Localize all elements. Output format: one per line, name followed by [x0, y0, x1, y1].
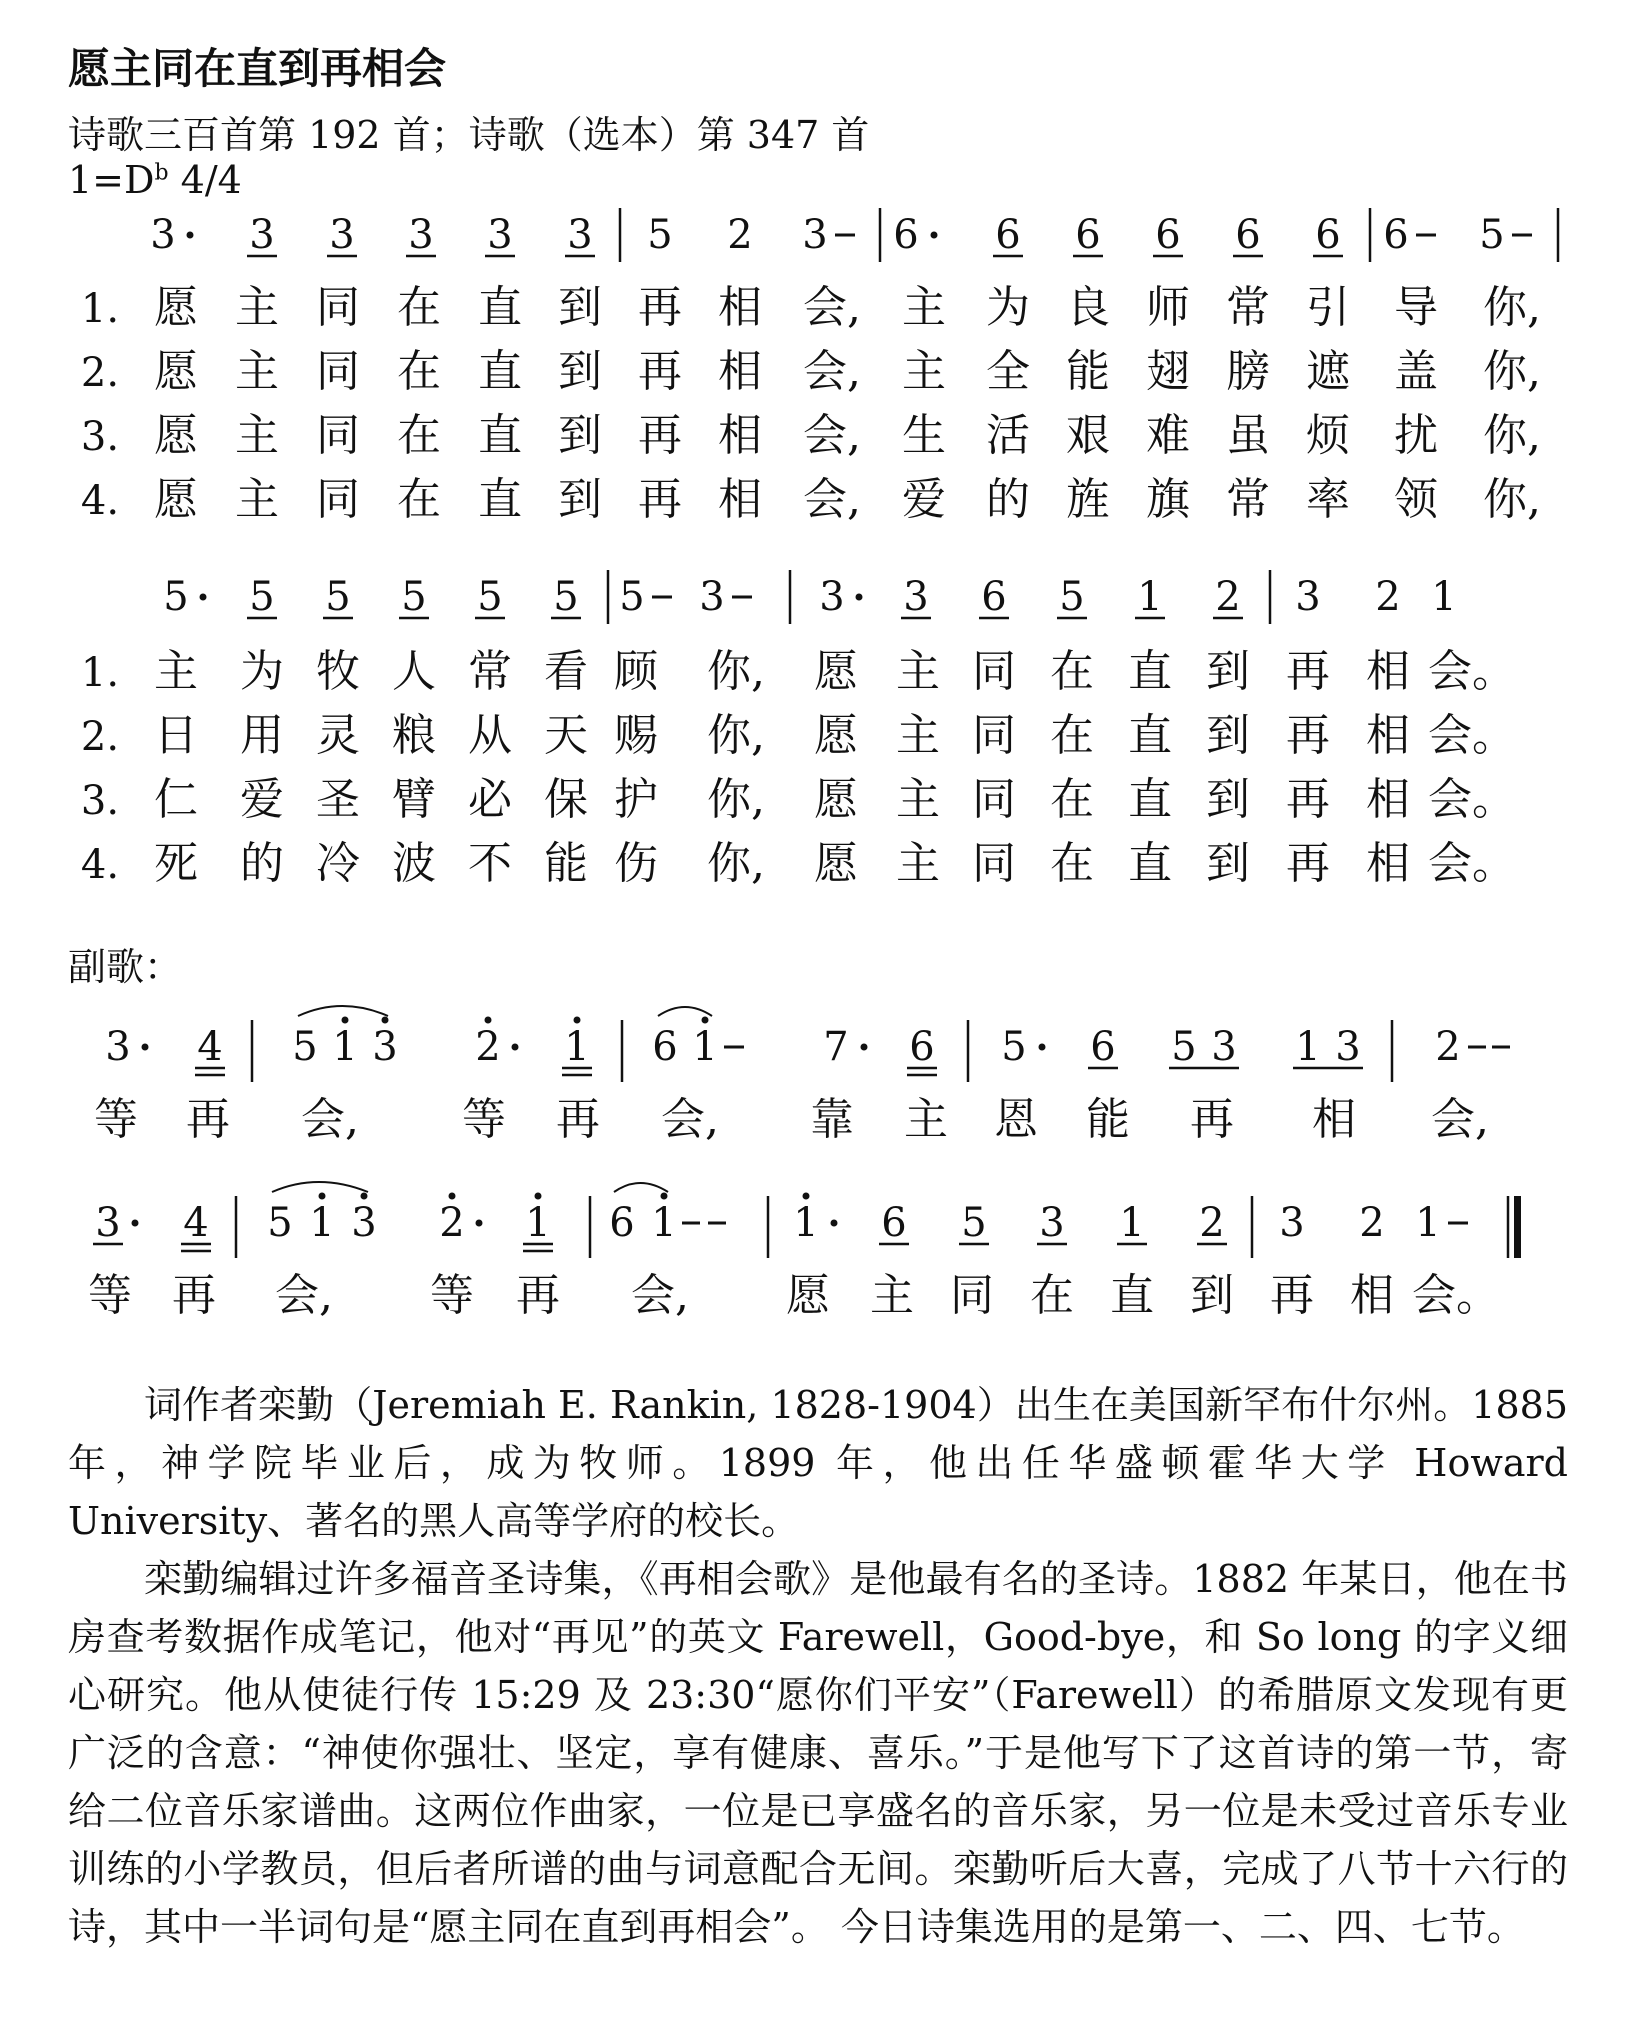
- lyric: 赐: [614, 710, 658, 761]
- lyric: 旌: [1066, 474, 1110, 525]
- lyric: 保: [544, 774, 588, 825]
- lyric: 等: [462, 1094, 506, 1145]
- note: 5: [477, 574, 503, 620]
- lyric: 愿: [786, 1270, 830, 1321]
- lyric: 能: [1066, 346, 1110, 397]
- note: 1: [332, 1024, 358, 1070]
- lyric: 愿: [814, 646, 858, 697]
- high-dot: [661, 1193, 668, 1200]
- lyric: 再: [172, 1270, 216, 1321]
- lyric: 全: [986, 346, 1030, 397]
- high-dot: [342, 1017, 349, 1024]
- lyric: 同: [316, 410, 360, 461]
- lyric: 为: [986, 282, 1030, 333]
- slur: [614, 1183, 668, 1192]
- lyric: 同: [316, 282, 360, 333]
- note: 3: [567, 212, 593, 258]
- lyric: 再: [638, 474, 682, 525]
- lyric: 你,: [707, 646, 765, 697]
- lyric: 再: [638, 346, 682, 397]
- lyric: 同: [950, 1270, 994, 1321]
- lyric: 主: [896, 710, 940, 761]
- lyric: 同: [316, 474, 360, 525]
- note: 5: [1001, 1024, 1027, 1070]
- lyric: 相: [718, 410, 762, 461]
- lyric: 再: [1286, 710, 1330, 761]
- note: 2: [1199, 1200, 1225, 1246]
- lyric: 烦: [1306, 410, 1350, 461]
- note: 3: [408, 212, 434, 258]
- note: 7: [823, 1024, 849, 1070]
- lyric: 同: [316, 346, 360, 397]
- note: 3: [1211, 1024, 1237, 1070]
- lyric: 主: [896, 774, 940, 825]
- lyric: 扰: [1394, 410, 1438, 461]
- lyric: 膀: [1226, 346, 1270, 397]
- high-dot: [361, 1193, 368, 1200]
- lyric: 相: [718, 346, 762, 397]
- verse-lyrics-2: [81, 646, 1516, 889]
- lyric: 会,: [275, 1270, 333, 1321]
- dot: [512, 1044, 519, 1051]
- lyric: 在: [1050, 838, 1094, 889]
- lyric: 难: [1146, 410, 1190, 461]
- note: 3: [105, 1024, 131, 1070]
- lyric: 在: [397, 474, 441, 525]
- lyric: 你,: [1483, 474, 1541, 525]
- note: 6: [981, 574, 1007, 620]
- lyric: 人: [392, 646, 436, 697]
- verse-lyrics-1: [81, 282, 1541, 525]
- lyric: 遮: [1306, 346, 1350, 397]
- lyric: 到: [1206, 646, 1250, 697]
- verse-number: 2.: [80, 714, 120, 760]
- final-barline-thick: [1514, 1196, 1521, 1258]
- note: 6: [893, 212, 919, 258]
- lyric: 同: [972, 774, 1016, 825]
- lyric: 顾: [614, 646, 658, 697]
- lyric: 再: [1286, 646, 1330, 697]
- high-dot: [574, 1017, 581, 1024]
- lyric: 等: [88, 1270, 132, 1321]
- note: 2: [475, 1024, 501, 1070]
- lyric: 再: [516, 1270, 560, 1321]
- lyric: 波: [392, 838, 436, 889]
- note: 1: [692, 1024, 718, 1070]
- lyric: 日: [154, 710, 198, 761]
- lyric: 愿: [154, 410, 198, 461]
- lyric: 直: [1128, 838, 1172, 889]
- slur: [272, 1182, 368, 1192]
- note: 6: [652, 1024, 678, 1070]
- note: 1: [1295, 1024, 1321, 1070]
- key-prefix: 1=D: [68, 158, 155, 202]
- lyric: 主: [904, 1094, 948, 1145]
- verse-number: 4.: [80, 478, 120, 524]
- lyric: 会,: [803, 410, 861, 461]
- lyric: 的: [986, 474, 1030, 525]
- note: 3: [487, 212, 513, 258]
- note: 2: [1359, 1200, 1385, 1246]
- note: 6: [1383, 212, 1409, 258]
- note: 4: [197, 1024, 223, 1070]
- lyric: 到: [558, 410, 602, 461]
- note: 5: [325, 574, 351, 620]
- dot: [142, 1044, 149, 1051]
- note: 3: [150, 212, 176, 258]
- lyric: 你,: [707, 838, 765, 889]
- verse-number: 1.: [80, 286, 120, 332]
- lyric: 主: [154, 646, 198, 697]
- lyric: 愿: [154, 282, 198, 333]
- note: 5: [267, 1200, 293, 1246]
- lyric: 到: [1206, 710, 1250, 761]
- note: 5: [647, 212, 673, 258]
- lyric: 艰: [1066, 410, 1110, 461]
- lyric: 常: [1226, 474, 1270, 525]
- note: 3: [819, 574, 845, 620]
- lyric: 再: [556, 1094, 600, 1145]
- chorus-block-2: [93, 1182, 1521, 1258]
- lyric: 你,: [1483, 346, 1541, 397]
- note: 5: [1059, 574, 1085, 620]
- lyric: 同: [972, 710, 1016, 761]
- note: 6: [1315, 212, 1341, 258]
- lyric: 相: [1366, 774, 1410, 825]
- lyric: 圣: [316, 774, 360, 825]
- note: 1: [564, 1024, 590, 1070]
- note: 1: [793, 1200, 819, 1246]
- lyric: 不: [468, 838, 512, 889]
- lyric: 直: [478, 474, 522, 525]
- note: 3: [699, 574, 725, 620]
- verse-block-2: [163, 570, 1456, 624]
- lyric: 靠: [810, 1094, 854, 1145]
- chorus-lyrics-2: [88, 1270, 1500, 1321]
- lyric: 到: [1206, 774, 1250, 825]
- lyric: 到: [558, 346, 602, 397]
- lyric: 直: [1110, 1270, 1154, 1321]
- hymn-reference: 诗歌三百首第 192 首；诗歌（选本）第 347 首: [68, 113, 870, 157]
- lyric: 护: [614, 774, 658, 825]
- commentary: [68, 1376, 1568, 1956]
- lyric: 在: [397, 346, 441, 397]
- lyric: 会,: [631, 1270, 689, 1321]
- note: 3: [1335, 1024, 1361, 1070]
- chorus-lyrics-1: [94, 1094, 1489, 1145]
- time-signature: 4/4: [180, 158, 242, 202]
- lyric: 常: [1226, 282, 1270, 333]
- lyric: 伤: [614, 838, 658, 889]
- lyric: 主: [896, 838, 940, 889]
- lyric: 主: [235, 474, 279, 525]
- dot: [187, 232, 194, 239]
- verse-number: 4.: [80, 842, 120, 888]
- lyric: 直: [1128, 646, 1172, 697]
- lyric: 率: [1306, 474, 1350, 525]
- lyric: 相: [718, 474, 762, 525]
- lyric: 在: [1030, 1270, 1074, 1321]
- lyric: 主: [870, 1270, 914, 1321]
- lyric: 会。: [1428, 646, 1516, 697]
- note: 3: [1039, 1200, 1065, 1246]
- note: 1: [525, 1200, 551, 1246]
- note: 1: [309, 1200, 335, 1246]
- lyric: 活: [986, 410, 1030, 461]
- lyric: 相: [1312, 1094, 1356, 1145]
- note: 5: [1479, 212, 1505, 258]
- dot: [200, 594, 207, 601]
- lyric: 为: [240, 646, 284, 697]
- note: 6: [1235, 212, 1261, 258]
- note: 5: [961, 1200, 987, 1246]
- lyric: 主: [902, 282, 946, 333]
- note: 6: [1155, 212, 1181, 258]
- dot: [1039, 1044, 1046, 1051]
- lyric: 常: [468, 646, 512, 697]
- lyric: 主: [235, 346, 279, 397]
- lyric: 你,: [1483, 410, 1541, 461]
- lyric: 虽: [1226, 410, 1270, 461]
- lyric: 再: [1190, 1094, 1234, 1145]
- high-dot: [382, 1017, 389, 1024]
- note: 6: [995, 212, 1021, 258]
- note: 6: [609, 1200, 635, 1246]
- verse-number: 1.: [80, 650, 120, 696]
- note: 3: [249, 212, 275, 258]
- verse-number: 2.: [80, 350, 120, 396]
- verse-block-1: [150, 208, 1558, 262]
- lyric: 主: [902, 346, 946, 397]
- lyric: 相: [718, 282, 762, 333]
- lyric: 到: [1206, 838, 1250, 889]
- note: 2: [439, 1200, 465, 1246]
- lyric: 到: [1190, 1270, 1234, 1321]
- note: 5: [1171, 1024, 1197, 1070]
- lyric: 直: [1128, 710, 1172, 761]
- note: 1: [1119, 1200, 1145, 1246]
- note: 3: [903, 574, 929, 620]
- lyric: 直: [478, 346, 522, 397]
- lyric: 会,: [803, 474, 861, 525]
- commentary-paragraph: 栾勤编辑过许多福音圣诗集，《再相会歌》是他最有名的圣诗。1882 年某日，他在书房查考数据作成笔记，他对“再见”的英文 Farewell，Good-bye，和 So long 的字义细心研究。他从使徒行传 15:29 及 23:30“愿你们平安”（Farewell）的希腊原文发现有更广泛的含意：“神使你强壮、坚定，享有健康、喜乐。”于是他写下了这首诗的第一节，寄给二位音乐家谱曲。这两位作曲家，一位是已享盛名的音乐家，另一位是未受过音乐专业训练的小学教员，但后者所谱的曲与词意配合无间。栾勤听后大喜，完成了八节十六行的诗，其中一半词句是“愿主同在直到再相会”。 今日诗集选用的是第一、二、四、七节。: [68, 1557, 1568, 1949]
- lyric: 能: [1086, 1094, 1130, 1145]
- lyric: 牧: [316, 646, 360, 697]
- high-dot: [485, 1017, 492, 1024]
- note: 6: [881, 1200, 907, 1246]
- verse-number: 3.: [80, 778, 120, 824]
- slur: [658, 1007, 712, 1016]
- high-dot: [702, 1017, 709, 1024]
- lyric: 翅: [1146, 346, 1190, 397]
- note: 3: [372, 1024, 398, 1070]
- lyric: 冷: [316, 838, 360, 889]
- lyric: 再: [1286, 774, 1330, 825]
- dot: [931, 232, 938, 239]
- note: 3: [1295, 574, 1321, 620]
- dot: [831, 1220, 838, 1227]
- lyric: 愿: [814, 710, 858, 761]
- lyric: 爱: [902, 474, 946, 525]
- lyric: 导: [1394, 282, 1438, 333]
- chorus-block-1: [105, 1006, 1510, 1082]
- lyric: 直: [478, 410, 522, 461]
- note: 3: [351, 1200, 377, 1246]
- lyric: 相: [1366, 646, 1410, 697]
- lyric: 等: [94, 1094, 138, 1145]
- note: 3: [95, 1200, 121, 1246]
- high-dot: [803, 1193, 810, 1200]
- lyric: 用: [240, 710, 284, 761]
- lyric: 会,: [301, 1094, 359, 1145]
- lyric: 主: [235, 282, 279, 333]
- lyric: 主: [235, 410, 279, 461]
- dot: [861, 1044, 868, 1051]
- dot: [476, 1220, 483, 1227]
- lyric: 愿: [814, 774, 858, 825]
- key-accidental: b: [154, 160, 169, 186]
- lyric: 同: [972, 646, 1016, 697]
- lyric: 看: [544, 646, 588, 697]
- lyric: 相: [1366, 710, 1410, 761]
- note: 3: [329, 212, 355, 258]
- lyric: 相: [1350, 1270, 1394, 1321]
- lyric: 死: [154, 838, 198, 889]
- lyric: 再: [638, 410, 682, 461]
- dot: [132, 1220, 139, 1227]
- lyric: 臂: [392, 774, 436, 825]
- lyric: 你,: [707, 774, 765, 825]
- lyric: 灵: [316, 710, 360, 761]
- commentary-paragraph: 词作者栾勤（Jeremiah E. Rankin, 1828-1904）出生在美国新罕布什尔州。1885 年，神学院毕业后，成为牧师。1899 年，他出任华盛顿霍华大学 Howard University、著名的黑人高等学府的校长。: [68, 1383, 1568, 1543]
- lyric: 愿: [154, 346, 198, 397]
- note: 2: [727, 212, 753, 258]
- lyric: 主: [896, 646, 940, 697]
- note: 5: [619, 574, 645, 620]
- lyric: 师: [1146, 282, 1190, 333]
- note: 5: [292, 1024, 318, 1070]
- high-dot: [535, 1193, 542, 1200]
- note: 6: [909, 1024, 935, 1070]
- high-dot: [319, 1193, 326, 1200]
- note: 6: [1075, 212, 1101, 258]
- note: 5: [553, 574, 579, 620]
- note: 3: [1279, 1200, 1305, 1246]
- note: 1: [1415, 1200, 1441, 1246]
- lyric: 会。: [1428, 710, 1516, 761]
- lyric: 天: [544, 710, 588, 761]
- lyric: 相: [1366, 838, 1410, 889]
- lyric: 等: [430, 1270, 474, 1321]
- lyric: 从: [468, 710, 512, 761]
- lyric: 良: [1066, 282, 1110, 333]
- lyric: 仁: [154, 774, 198, 825]
- lyric: 在: [397, 282, 441, 333]
- lyric: 的: [240, 838, 284, 889]
- high-dot: [449, 1193, 456, 1200]
- note: 5: [401, 574, 427, 620]
- note: 4: [183, 1200, 209, 1246]
- note: 1: [1431, 574, 1457, 620]
- note: 5: [163, 574, 189, 620]
- lyric: 会。: [1428, 774, 1516, 825]
- lyric: 你,: [1483, 282, 1541, 333]
- lyric: 在: [1050, 710, 1094, 761]
- lyric: 盖: [1394, 346, 1438, 397]
- lyric: 直: [478, 282, 522, 333]
- lyric: 会,: [803, 282, 861, 333]
- lyric: 会,: [803, 346, 861, 397]
- lyric: 愿: [154, 474, 198, 525]
- note: 1: [651, 1200, 677, 1246]
- lyric: 在: [397, 410, 441, 461]
- lyric: 在: [1050, 774, 1094, 825]
- lyric: 爱: [240, 774, 284, 825]
- lyric: 能: [544, 838, 588, 889]
- lyric: 在: [1050, 646, 1094, 697]
- lyric: 旗: [1146, 474, 1190, 525]
- lyric: 你,: [707, 710, 765, 761]
- lyric: 必: [468, 774, 512, 825]
- note: 2: [1375, 574, 1401, 620]
- lyric: 同: [972, 838, 1016, 889]
- hymn-title: 愿主同在直到再相会: [68, 44, 447, 93]
- lyric: 粮: [392, 710, 436, 761]
- lyric: 到: [558, 282, 602, 333]
- lyric: 会。: [1428, 838, 1516, 889]
- lyric: 恩: [994, 1094, 1038, 1145]
- slur: [298, 1006, 388, 1016]
- lyric: 会,: [1431, 1094, 1489, 1145]
- chorus-label: 副歌：: [68, 945, 183, 989]
- lyric: 会。: [1412, 1270, 1500, 1321]
- note: 6: [1090, 1024, 1116, 1070]
- note: 3: [802, 212, 828, 258]
- lyric: 愿: [814, 838, 858, 889]
- lyric: 引: [1306, 282, 1350, 333]
- lyric: 再: [1286, 838, 1330, 889]
- lyric: 生: [902, 410, 946, 461]
- dot: [856, 594, 863, 601]
- lyric: 再: [638, 282, 682, 333]
- lyric: 到: [558, 474, 602, 525]
- note: 2: [1215, 574, 1241, 620]
- lyric: 再: [186, 1094, 230, 1145]
- note: 2: [1435, 1024, 1461, 1070]
- lyric: 会,: [661, 1094, 719, 1145]
- lyric: 再: [1270, 1270, 1314, 1321]
- lyric: 领: [1394, 474, 1438, 525]
- lyric: 直: [1128, 774, 1172, 825]
- note: 1: [1137, 574, 1163, 620]
- verse-number: 3.: [80, 414, 120, 460]
- note: 5: [249, 574, 275, 620]
